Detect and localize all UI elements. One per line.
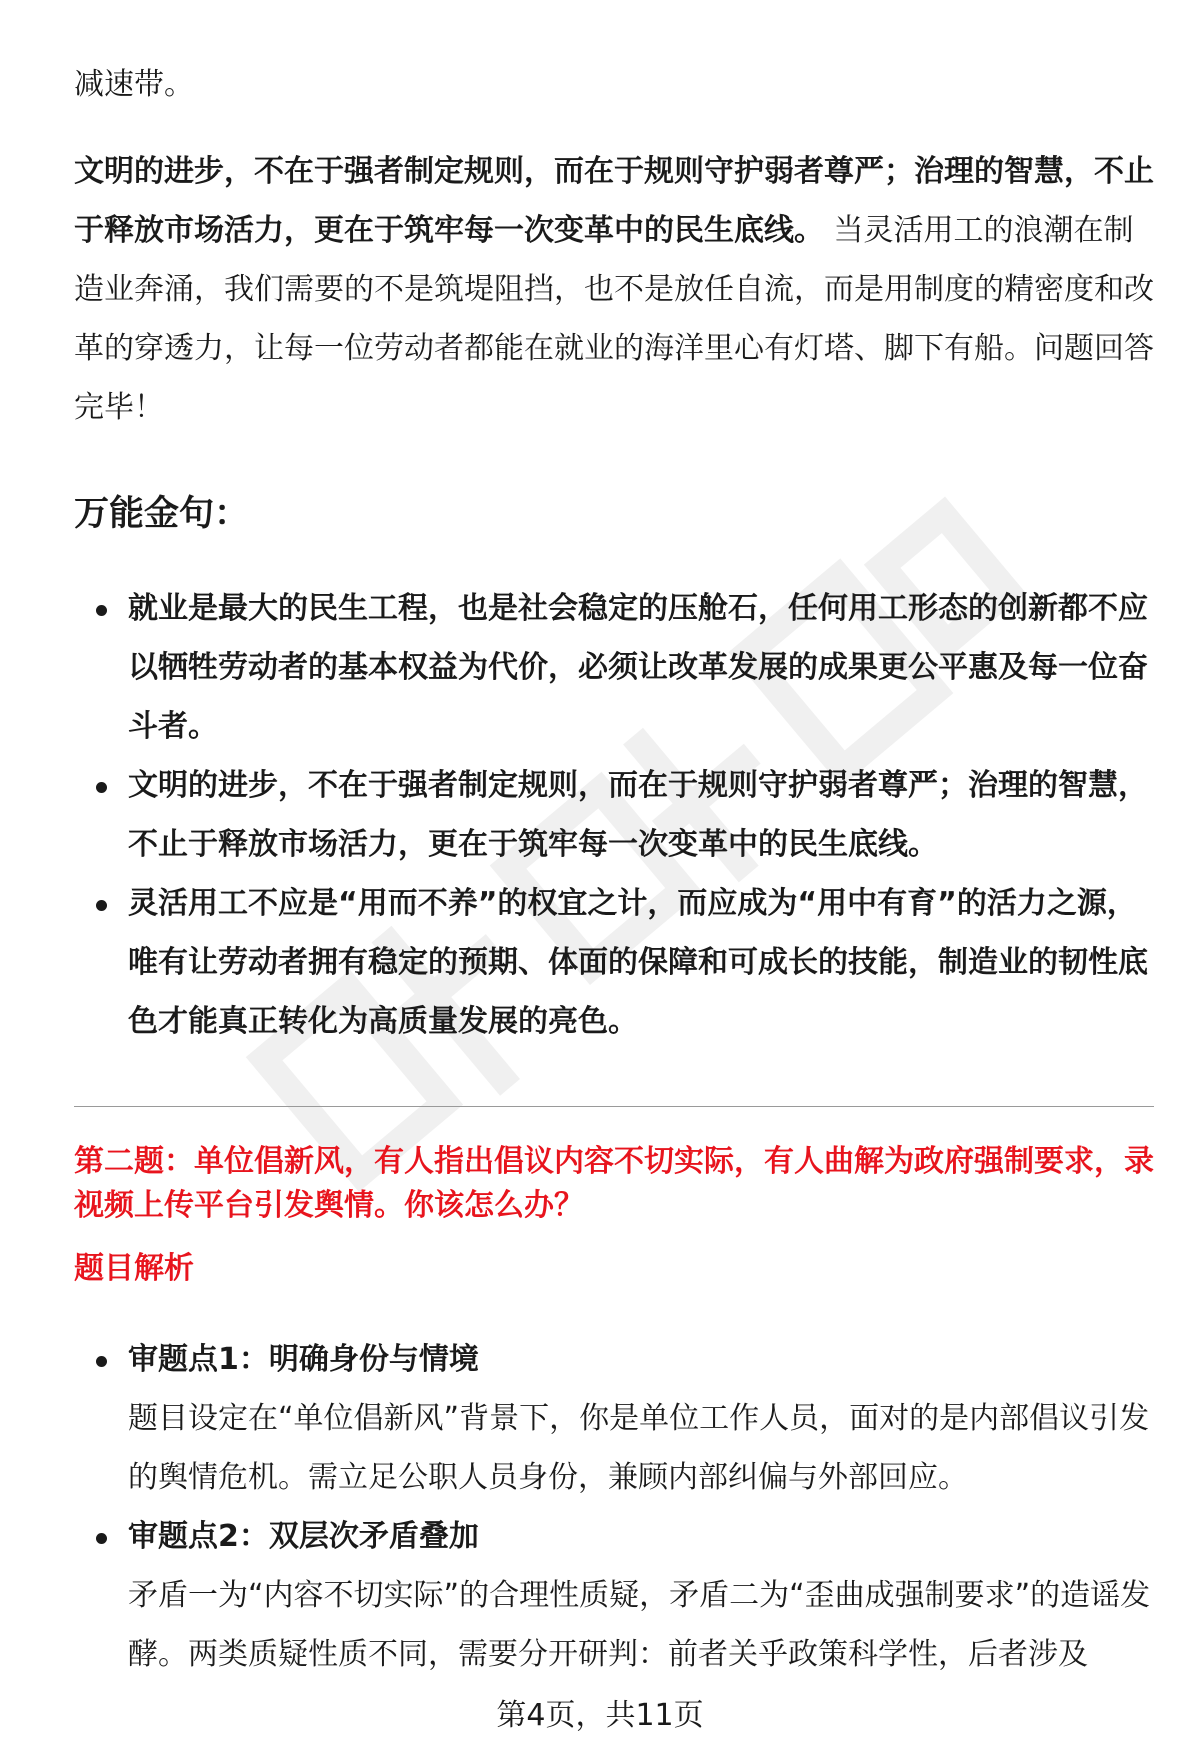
intro-text: 减速带。 [74, 67, 194, 102]
page-number: 第4页，共11页 [496, 1698, 704, 1733]
conclusion-bold-text: 文明的进步，不在于强者制定规则，而在于规则守护弱者尊严；治理的智慧，不止于释放市场活力，更在于筑牢每一次变革中的民生底线。 [74, 154, 1154, 248]
list-item: 就业是最大的民生工程，也是社会稳定的压舱石，任何用工形态的创新都不应以牺牲劳动者的基本权益为代价，必须让改革发展的成果更公平惠及每一位奋斗者。 [74, 579, 1154, 756]
list-item: 文明的进步，不在于强者制定规则，而在于规则守护弱者尊严；治理的智慧，不止于释放市场活力，更在于筑牢每一次变革中的民生底线。 [74, 756, 1154, 874]
point-heading: 审题点2：双层次矛盾叠加 [128, 1519, 479, 1554]
page-content [74, 0, 1154, 1755]
conclusion-paragraph [74, 142, 1154, 437]
section-divider [74, 1106, 1154, 1107]
analysis-points-list [74, 1330, 1154, 1684]
list-item [74, 1507, 1154, 1684]
analysis-heading: 题目解析 [74, 1251, 194, 1286]
golden-quotes-heading: 万能金句： [74, 494, 250, 534]
golden-quotes-list [74, 579, 1154, 1051]
point-body: 矛盾一为“内容不切实际”的合理性质疑，矛盾二为“歪曲成强制要求”的造谣发酵。两类质疑性质不同，需要分开研判：前者关乎政策科学性，后者涉及 [128, 1578, 1151, 1672]
point-heading: 审题点1：明确身份与情境 [128, 1342, 479, 1377]
conclusion-normal-text: 当灵活用工的浪潮在制造业奔涌，我们需要的不是筑堤阻挡，也不是放任自流，而是用制度的精密度和改革的穿透力，让每一位劳动者都能在就业的海洋里心有灯塔、脚下有船。问题回答完毕！ [74, 213, 1154, 425]
question-title: 第二题：单位倡新风，有人指出倡议内容不切实际，有人曲解为政府强制要求，录视频上传平台引发舆情。你该怎么办？ [74, 1144, 1154, 1223]
point-body: 题目设定在“单位倡新风”背景下，你是单位工作人员，面对的是内部倡议引发的舆情危机。需立足公职人员身份，兼顾内部纠偏与外部回应。 [128, 1401, 1150, 1495]
list-item [74, 1330, 1154, 1507]
list-item: 灵活用工不应是“用而不养”的权宜之计，而应成为“用中有育”的活力之源，唯有让劳动者拥有稳定的预期、体面的保障和可成长的技能，制造业的韧性底色才能真正转化为高质量发展的亮色。 [74, 874, 1154, 1051]
